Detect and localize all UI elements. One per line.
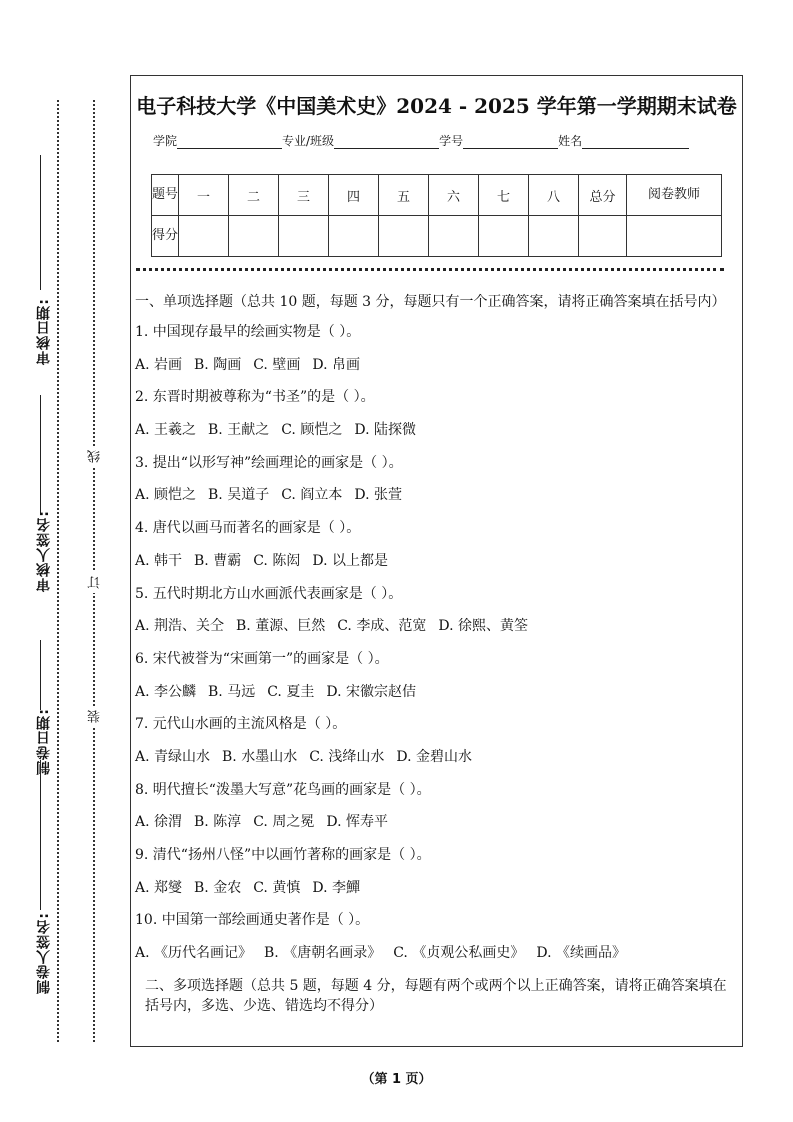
- score-cell-6[interactable]: [429, 216, 479, 257]
- option-c: C. 壁画: [253, 356, 301, 373]
- option-a: A. 顾恺之: [135, 487, 197, 504]
- option-c: C. 李成、范宽: [337, 618, 427, 635]
- score-cell-5[interactable]: [379, 216, 429, 257]
- col-total: 总分: [579, 175, 627, 216]
- question-4: 4. 唐代以画马而著名的画家是（ ）。: [135, 520, 361, 537]
- score-table-header-row: [152, 175, 722, 216]
- option-c: C. 《贞观公私画史》: [393, 945, 525, 962]
- option-d: D. 李鱓: [312, 879, 360, 896]
- option-a: A. 岩画: [135, 356, 183, 373]
- col-5: 五: [379, 175, 429, 216]
- option-d: D. 帛画: [312, 356, 360, 373]
- page-number: （第 1 页）: [361, 1072, 432, 1087]
- question-8-options: [135, 812, 736, 832]
- col-6: 六: [429, 175, 479, 216]
- question-2-options: [135, 420, 736, 440]
- question-5-options: [135, 616, 736, 636]
- score-cell-8[interactable]: [529, 216, 579, 257]
- score-table-score-row: [152, 216, 722, 257]
- col-7: 七: [479, 175, 529, 216]
- question-no-header: 题号: [152, 175, 179, 216]
- option-d: D. 徐熙、黄筌: [438, 618, 528, 635]
- binding-char-bind: 装: [86, 706, 105, 727]
- make-sign-label: 制卷人签名:: [36, 912, 52, 994]
- question-4-options: [135, 551, 736, 571]
- question-7-options: [135, 747, 736, 767]
- option-a: A. 李公麟: [135, 683, 197, 700]
- option-b: B. 吴道子: [208, 487, 270, 504]
- option-c: C. 陈闳: [253, 552, 301, 569]
- question-2: 2. 东晋时期被尊称为“书圣”的是（ ）。: [135, 389, 375, 406]
- name-label: 姓名: [558, 134, 583, 148]
- score-cell-2[interactable]: [229, 216, 279, 257]
- option-b: B. 《唐朝名画录》: [264, 945, 382, 962]
- binding-dotted-line-inner: [93, 100, 95, 1042]
- name-field[interactable]: [582, 134, 689, 149]
- option-a: A. 王羲之: [135, 422, 197, 439]
- score-table: [151, 174, 722, 257]
- col-4: 四: [329, 175, 379, 216]
- option-b: B. 曹霸: [194, 552, 242, 569]
- option-a: A. 荆浩、关仝: [135, 618, 225, 635]
- option-a: A. 《历代名画记》: [135, 945, 253, 962]
- exam-frame: [130, 75, 743, 1047]
- dotted-separator: [136, 268, 724, 271]
- binding-char-line: 线: [86, 446, 105, 467]
- score-cell-4[interactable]: [329, 216, 379, 257]
- option-d: D. 宋徽宗赵佶: [326, 683, 416, 700]
- question-6: 6. 宋代被誉为“宋画第一”的画家是（ ）。: [135, 650, 389, 667]
- score-cell-total[interactable]: [579, 216, 627, 257]
- score-cell-1[interactable]: [179, 216, 229, 257]
- question-9-options: [135, 878, 736, 898]
- question-3-options: [135, 485, 736, 505]
- student-id-label: 学号: [439, 134, 464, 148]
- option-a: A. 青绿山水: [135, 748, 211, 765]
- review-date-label: 审核日期:: [36, 298, 52, 365]
- option-c: C. 阎立本: [281, 487, 343, 504]
- major-label: 专业/班级: [282, 134, 335, 148]
- score-header: 得分: [152, 216, 179, 257]
- exam-title: 电子科技大学《中国美术史》2024 - 2025 学年第一学期期末试卷: [136, 94, 737, 118]
- option-a: A. 郑燮: [135, 879, 183, 896]
- col-2: 二: [229, 175, 279, 216]
- question-1-options: [135, 355, 736, 375]
- make-date-blank[interactable]: [40, 640, 41, 710]
- option-d: D. 张萱: [354, 487, 402, 504]
- option-d: D. 金碧山水: [396, 748, 472, 765]
- option-c: C. 周之冕: [253, 814, 315, 831]
- section-1-heading: 一、单项选择题（总共 10 题，每题 3 分，每题只有一个正确答案，请将正确答案填在括号内）: [135, 294, 726, 310]
- option-b: B. 陶画: [194, 356, 242, 373]
- question-10-options: [135, 943, 736, 963]
- major-field[interactable]: [334, 134, 439, 149]
- review-sign-blank[interactable]: [40, 395, 41, 515]
- exam-body: [135, 292, 736, 1016]
- section-2-heading: 二、多项选择题（总共 5 题，每题 4 分，每题有两个或两个以上正确答案，请将正确答案填在括号内，多选、少选、错选均不得分）: [145, 977, 727, 1014]
- option-c: C. 顾恺之: [281, 422, 343, 439]
- reviewer-header: 阅卷教师: [627, 175, 722, 216]
- question-list: [135, 322, 736, 963]
- make-sign-blank[interactable]: [40, 760, 41, 910]
- score-cell-3[interactable]: [279, 216, 329, 257]
- option-c: C. 黄慎: [253, 879, 301, 896]
- option-d: D. 《续画品》: [536, 945, 626, 962]
- question-9: 9. 清代“扬州八怪”中以画竹著称的画家是（ ）。: [135, 847, 431, 863]
- student-info-row: [153, 132, 689, 149]
- option-c: C. 浅绛山水: [309, 748, 385, 765]
- col-3: 三: [279, 175, 329, 216]
- question-6-options: [135, 682, 736, 702]
- binding-char-staple: 订: [86, 572, 105, 593]
- option-d: D. 恽寿平: [326, 814, 388, 831]
- option-b: B. 董源、巨然: [236, 618, 326, 635]
- review-sign-label: 审核人签名:: [36, 510, 52, 592]
- col-8: 八: [529, 175, 579, 216]
- make-date-label: 制卷日期:: [36, 708, 52, 775]
- option-c: C. 夏圭: [267, 683, 315, 700]
- col-1: 一: [179, 175, 229, 216]
- review-date-blank[interactable]: [40, 155, 41, 290]
- option-b: B. 金农: [194, 879, 242, 896]
- option-b: B. 王献之: [208, 422, 270, 439]
- option-b: B. 陈淳: [194, 814, 242, 831]
- question-1: 1. 中国现存最早的绘画实物是（ ）。: [135, 324, 361, 340]
- question-8: 8. 明代擅长“泼墨大写意”花鸟画的画家是（ ）。: [135, 781, 431, 798]
- option-b: B. 马远: [208, 683, 256, 700]
- student-id-field[interactable]: [463, 134, 558, 149]
- college-field[interactable]: [177, 134, 282, 149]
- question-5: 5. 五代时期北方山水画派代表画家是（ ）。: [135, 585, 403, 602]
- option-d: D. 以上都是: [312, 552, 388, 569]
- option-d: D. 陆探微: [354, 422, 416, 439]
- question-10: 10. 中国第一部绘画通史著作是（ ）。: [135, 912, 370, 929]
- option-a: A. 韩干: [135, 552, 183, 569]
- option-a: A. 徐渭: [135, 814, 183, 831]
- option-b: B. 水墨山水: [222, 748, 298, 765]
- college-label: 学院: [153, 134, 178, 148]
- score-cell-reviewer[interactable]: [627, 216, 722, 257]
- question-7: 7. 元代山水画的主流风格是（ ）。: [135, 716, 347, 733]
- binding-dotted-line-outer: [57, 100, 59, 1042]
- score-cell-7[interactable]: [479, 216, 529, 257]
- question-3: 3. 提出“以形写神”绘画理论的画家是（ ）。: [135, 454, 403, 471]
